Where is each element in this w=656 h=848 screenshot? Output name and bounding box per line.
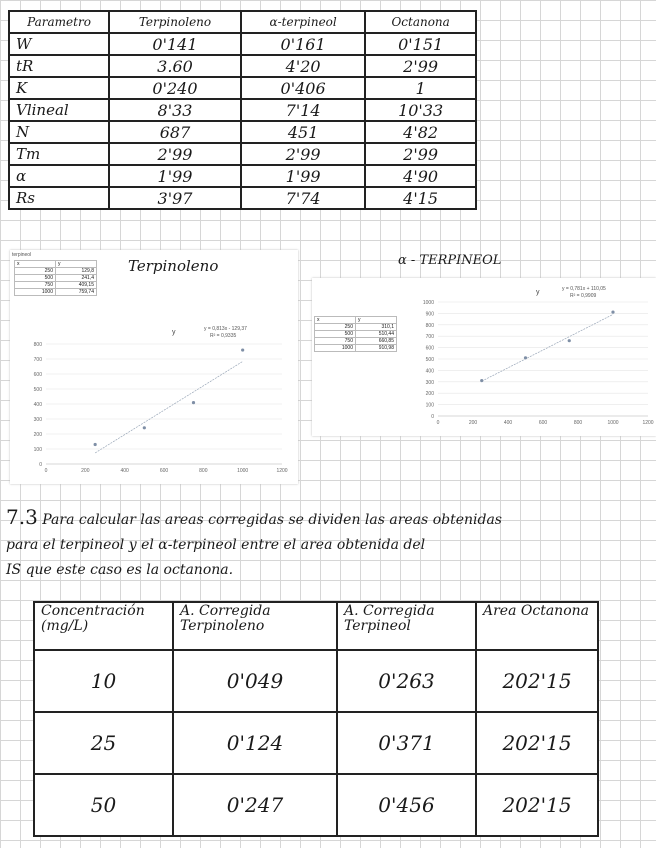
- cell: 0'456: [337, 774, 476, 836]
- cell: 10'33: [365, 99, 476, 121]
- cell: 129,8: [56, 268, 97, 275]
- y-tick-label: 500: [33, 387, 42, 393]
- cell: 0'151: [365, 33, 476, 55]
- cell: 7'14: [241, 99, 365, 121]
- header-alpha-terpineol: α-terpineol: [241, 11, 365, 33]
- cell: 0'049: [173, 650, 337, 712]
- cell: 202'15: [476, 774, 598, 836]
- y-tick-label: 200: [33, 432, 42, 438]
- alpha-terpineol-title: α - TERPINEOL: [398, 253, 502, 268]
- x-tick-label: 400: [503, 420, 513, 426]
- table-row: [34, 712, 598, 774]
- col-x-header: x: [15, 261, 56, 268]
- col-x-header: x: [315, 317, 356, 324]
- table-row: [9, 77, 476, 99]
- data-point: [568, 339, 571, 342]
- data-point: [192, 401, 195, 404]
- row-label: α: [9, 165, 109, 187]
- paragraph-line-3: IS que este caso es la octanona.: [6, 562, 234, 578]
- data-point: [480, 379, 483, 382]
- cell: 750: [15, 282, 56, 289]
- x-tick-label: 800: [199, 468, 208, 474]
- header-parametro: Parametro: [9, 11, 109, 33]
- cell: 2'99: [365, 55, 476, 77]
- cell: 2'99: [241, 143, 365, 165]
- header-a-corregida-terpinoleno: A. Corregida Terpinoleno: [173, 602, 337, 650]
- cell: 8'33: [109, 99, 241, 121]
- cell: 500: [15, 275, 56, 282]
- table-row: [15, 289, 97, 296]
- chart-title: y: [172, 329, 176, 336]
- row-label: Tm: [9, 143, 109, 165]
- y-tick-label: 1000: [422, 300, 434, 306]
- y-tick-label: 600: [33, 372, 42, 378]
- cell: 1'99: [109, 165, 241, 187]
- x-tick-label: 1000: [607, 420, 619, 426]
- y-tick-label: 400: [425, 368, 434, 375]
- y-tick-label: 600: [425, 345, 434, 352]
- cell: 2'99: [365, 143, 476, 165]
- right-spreadsheet-paste: [312, 278, 656, 436]
- cell: 4'82: [365, 121, 476, 143]
- sheet-label: terpineol: [12, 252, 32, 258]
- data-point: [611, 311, 614, 314]
- right-data-table: [314, 316, 397, 352]
- table-row: [9, 55, 476, 77]
- x-tick-label: 1200: [276, 468, 288, 474]
- x-tick-label: 600: [538, 420, 548, 426]
- table-row: [9, 99, 476, 121]
- cell: 7'74: [241, 187, 365, 209]
- row-label: K: [9, 77, 109, 99]
- table-row: [9, 187, 476, 209]
- cell: 0'124: [173, 712, 337, 774]
- y-tick-label: 0: [431, 414, 434, 420]
- table-row: [15, 268, 97, 275]
- table-row: [315, 345, 397, 352]
- row-label: W: [9, 33, 109, 55]
- left-spreadsheet-paste: [10, 250, 298, 484]
- header-concentracion: Concentración (mg/L): [34, 602, 173, 650]
- cell: 0'141: [109, 33, 241, 55]
- section-7-3-paragraph: [6, 505, 654, 583]
- cell: 3'97: [109, 187, 241, 209]
- cell: 0'263: [337, 650, 476, 712]
- trend-equation: y = 0,813x - 129,37: [204, 326, 247, 332]
- table-row: [34, 774, 598, 836]
- table-row: [9, 143, 476, 165]
- data-point: [143, 426, 146, 429]
- y-tick-label: 900: [425, 311, 434, 318]
- table-row: [315, 324, 397, 331]
- table-row: [15, 282, 97, 289]
- y-tick-label: 100: [33, 447, 42, 453]
- y-tick-label: 500: [425, 357, 434, 363]
- trend-r2: R² = 0,9909: [570, 293, 597, 299]
- cell: 0'240: [109, 77, 241, 99]
- corrected-areas-table: [33, 601, 599, 837]
- trendline: [95, 361, 243, 452]
- data-point: [94, 443, 97, 446]
- y-tick-label: 200: [425, 391, 434, 398]
- table-row: [9, 165, 476, 187]
- cell: 10: [34, 650, 173, 712]
- x-tick-label: 200: [81, 468, 90, 474]
- section-number: 7.3: [6, 505, 38, 529]
- corrected-areas-header: [34, 602, 598, 650]
- x-tick-label: 1000: [237, 468, 249, 474]
- cell: 0'161: [241, 33, 365, 55]
- y-tick-label: 800: [425, 322, 434, 329]
- parameter-table-header: [9, 11, 476, 33]
- paragraph-line-2: para el terpineol y el α-terpineol entre el area obtenida del: [6, 537, 426, 553]
- x-tick-label: 0: [44, 468, 48, 474]
- cell: 250: [315, 324, 356, 331]
- y-tick-label: 700: [33, 357, 42, 363]
- cell: 409,15: [56, 282, 97, 289]
- table-row: [15, 261, 97, 268]
- cell: 4'15: [365, 187, 476, 209]
- trend-equation: y = 0,781x + 110,05: [562, 286, 606, 292]
- data-point: [241, 348, 244, 351]
- cell: 4'90: [365, 165, 476, 187]
- y-tick-label: 700: [425, 334, 434, 341]
- x-tick-label: 400: [120, 468, 129, 474]
- y-tick-label: 100: [425, 402, 434, 409]
- row-label: Vlineal: [9, 99, 109, 121]
- table-row: [15, 275, 97, 282]
- cell: 2'99: [109, 143, 241, 165]
- header-terpinoleno: Terpinoleno: [109, 11, 241, 33]
- col-y-header: y: [56, 261, 97, 268]
- table-row: [315, 331, 397, 338]
- x-tick-label: 600: [159, 468, 169, 474]
- header-octanona: Octanona: [365, 11, 476, 33]
- table-row: [9, 121, 476, 143]
- cell: 250: [15, 268, 56, 275]
- chart-title: y: [536, 289, 540, 296]
- left-data-table: [14, 260, 97, 296]
- paragraph-text: Para calcular las areas corregidas se dividen las areas obtenidas: [42, 512, 502, 528]
- row-label: tR: [9, 55, 109, 77]
- paragraph-line-1: [6, 505, 654, 533]
- cell: 759,74: [56, 289, 97, 296]
- table-row: [9, 33, 476, 55]
- col-y-header: y: [356, 317, 397, 324]
- y-tick-label: 0: [39, 462, 42, 468]
- x-tick-label: 800: [573, 420, 583, 426]
- table-row: [34, 650, 598, 712]
- table-row: [315, 317, 397, 324]
- row-label: Rs: [9, 187, 109, 209]
- y-tick-label: 300: [425, 379, 434, 386]
- data-point: [524, 356, 527, 359]
- cell: 0'371: [337, 712, 476, 774]
- cell: 500: [315, 331, 356, 338]
- cell: 1000: [15, 289, 56, 296]
- row-label: N: [9, 121, 109, 143]
- cell: 50: [34, 774, 173, 836]
- cell: 687: [109, 121, 241, 143]
- trend-r2: R² = 0,9335: [210, 333, 237, 339]
- cell: 750: [315, 338, 356, 345]
- cell: 910,98: [356, 345, 397, 352]
- alpha-terpineol-scatter-chart: [416, 282, 656, 432]
- cell: 1000: [315, 345, 356, 352]
- x-tick-label: 1200: [642, 420, 654, 426]
- terpinoleno-title: Terpinoleno: [128, 257, 219, 275]
- cell: 510,44: [356, 331, 397, 338]
- header-area-octanona: Area Octanona: [476, 602, 598, 650]
- cell: 4'20: [241, 55, 365, 77]
- terpinoleno-scatter-chart: [24, 320, 294, 480]
- cell: 202'15: [476, 712, 598, 774]
- cell: 202'15: [476, 650, 598, 712]
- x-tick-label: 200: [468, 420, 478, 426]
- y-tick-label: 400: [33, 402, 42, 408]
- header-a-corregida-terpineol: A. Corregida Terpineol: [337, 602, 476, 650]
- cell: 451: [241, 121, 365, 143]
- cell: 1'99: [241, 165, 365, 187]
- y-tick-label: 300: [33, 417, 42, 423]
- cell: 0'247: [173, 774, 337, 836]
- parameter-table: [8, 10, 477, 210]
- cell: 1: [365, 77, 476, 99]
- table-row: [315, 338, 397, 345]
- cell: 660,85: [356, 338, 397, 345]
- cell: 25: [34, 712, 173, 774]
- cell: 310,1: [356, 324, 397, 331]
- cell: 3.60: [109, 55, 241, 77]
- y-tick-label: 800: [33, 342, 42, 348]
- cell: 0'406: [241, 77, 365, 99]
- cell: 241,4: [56, 275, 97, 282]
- x-tick-label: 0: [436, 420, 440, 426]
